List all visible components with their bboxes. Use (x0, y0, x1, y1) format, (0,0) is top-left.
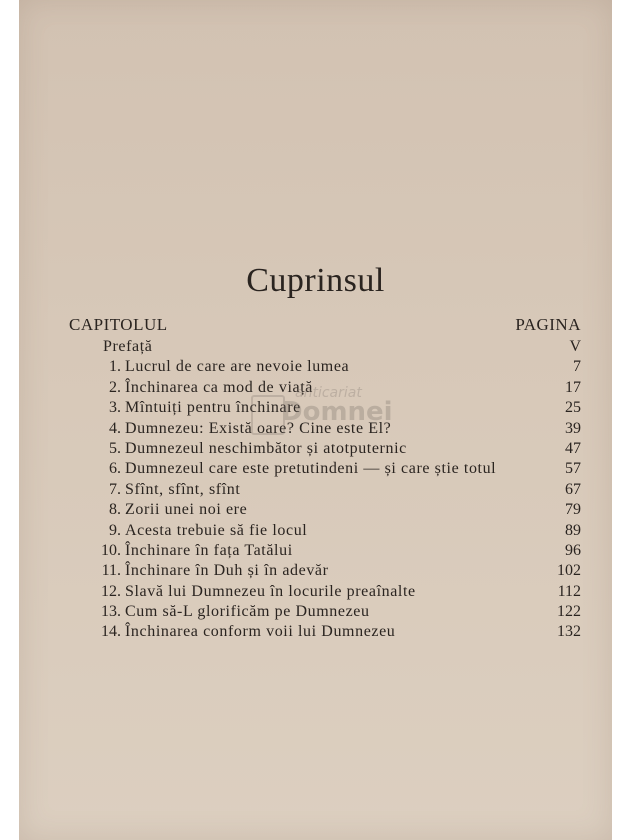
toc-entry-title: Dumnezeu: Există oare? Cine este El? (125, 419, 392, 437)
toc-entry-page: 47 (565, 439, 581, 457)
toc-entry-page: 112 (557, 582, 581, 600)
toc-entry-number: 5. (109, 439, 121, 457)
table-of-contents (19, 337, 612, 643)
toc-entry-page: 7 (573, 358, 581, 376)
watermark-main-text: Domnei (281, 397, 393, 427)
toc-entry (19, 480, 612, 500)
toc-entry (19, 398, 612, 418)
toc-entry (19, 419, 612, 439)
toc-entry (19, 378, 612, 398)
toc-entry-number: 1. (109, 358, 121, 376)
toc-entry-number: 4. (109, 419, 121, 437)
page-column-header: PAGINA (515, 315, 581, 334)
toc-entry-page: 39 (565, 419, 581, 437)
watermark-top-text: anticariat (295, 385, 362, 401)
toc-entry-title: Prefață (103, 338, 153, 355)
toc-entry-number: 13. (101, 603, 121, 621)
toc-entry (19, 357, 612, 377)
toc-entry-number: 14. (101, 623, 121, 641)
toc-entry-page: 67 (565, 480, 581, 498)
toc-entry-title: Zorii unei noi ere (125, 501, 248, 519)
toc-entry-page: 79 (565, 501, 581, 519)
toc-entry (19, 622, 612, 642)
toc-entry-title: Mîntuiți pentru închinare (125, 399, 301, 417)
toc-entry-page: 96 (565, 541, 581, 559)
chapter-column-header: CAPITOLUL (69, 315, 168, 334)
toc-entry-page: 122 (557, 603, 581, 621)
toc-entry (19, 459, 612, 479)
toc-entry (19, 500, 612, 520)
toc-entry-title: Închinare în fața Tatălui (125, 541, 293, 559)
toc-entry-number: 7. (109, 480, 121, 498)
toc-entry-title: Închinarea conform voii lui Dumnezeu (125, 623, 396, 641)
toc-entry-number: 2. (109, 378, 121, 396)
toc-entry-title: Închinarea ca mod de viață (125, 378, 313, 396)
toc-entry-title: Dumnezeul care este pretutindeni — și care știe totul (125, 460, 497, 478)
toc-entry-number: 12. (101, 582, 121, 600)
toc-entry (19, 541, 612, 561)
toc-entry (19, 439, 612, 459)
toc-entry-title: Cum să-L glorificăm pe Dumnezeu (125, 603, 370, 621)
toc-entry-page: 132 (557, 623, 581, 641)
toc-entry-number: 8. (109, 501, 121, 519)
toc-entry (19, 602, 612, 622)
toc-entry-number: 6. (109, 460, 121, 478)
toc-entry-page: 25 (565, 399, 581, 417)
book-page (19, 0, 612, 840)
toc-entry-page: V (569, 338, 581, 355)
toc-entry-title: Dumnezeul neschimbător și atotputernic (125, 439, 407, 457)
toc-entry-page: 17 (565, 378, 581, 396)
toc-entry-title: Acesta trebuie să fie locul (125, 521, 308, 539)
toc-entry-title: Închinare în Duh și în adevăr (125, 562, 329, 580)
toc-entry-number: 11. (101, 562, 121, 580)
toc-entry-number: 10. (101, 541, 121, 559)
toc-entry (19, 561, 612, 581)
toc-entry-number: 9. (109, 521, 121, 539)
toc-entry (19, 521, 612, 541)
toc-entry-page: 102 (557, 562, 581, 580)
toc-entry-title: Sfînt, sfînt, sfînt (125, 480, 241, 498)
toc-entry (19, 582, 612, 602)
toc-entry-page: 89 (565, 521, 581, 539)
toc-entry-page: 57 (565, 460, 581, 478)
toc-entry-title: Slavă lui Dumnezeu în locurile preaînalte (125, 582, 416, 600)
toc-entry-title: Lucrul de care are nevoie lumea (125, 358, 350, 376)
toc-header (19, 315, 612, 337)
toc-entry (19, 337, 612, 357)
toc-entry-number: 3. (109, 399, 121, 417)
page-title: Cuprinsul (246, 262, 385, 299)
